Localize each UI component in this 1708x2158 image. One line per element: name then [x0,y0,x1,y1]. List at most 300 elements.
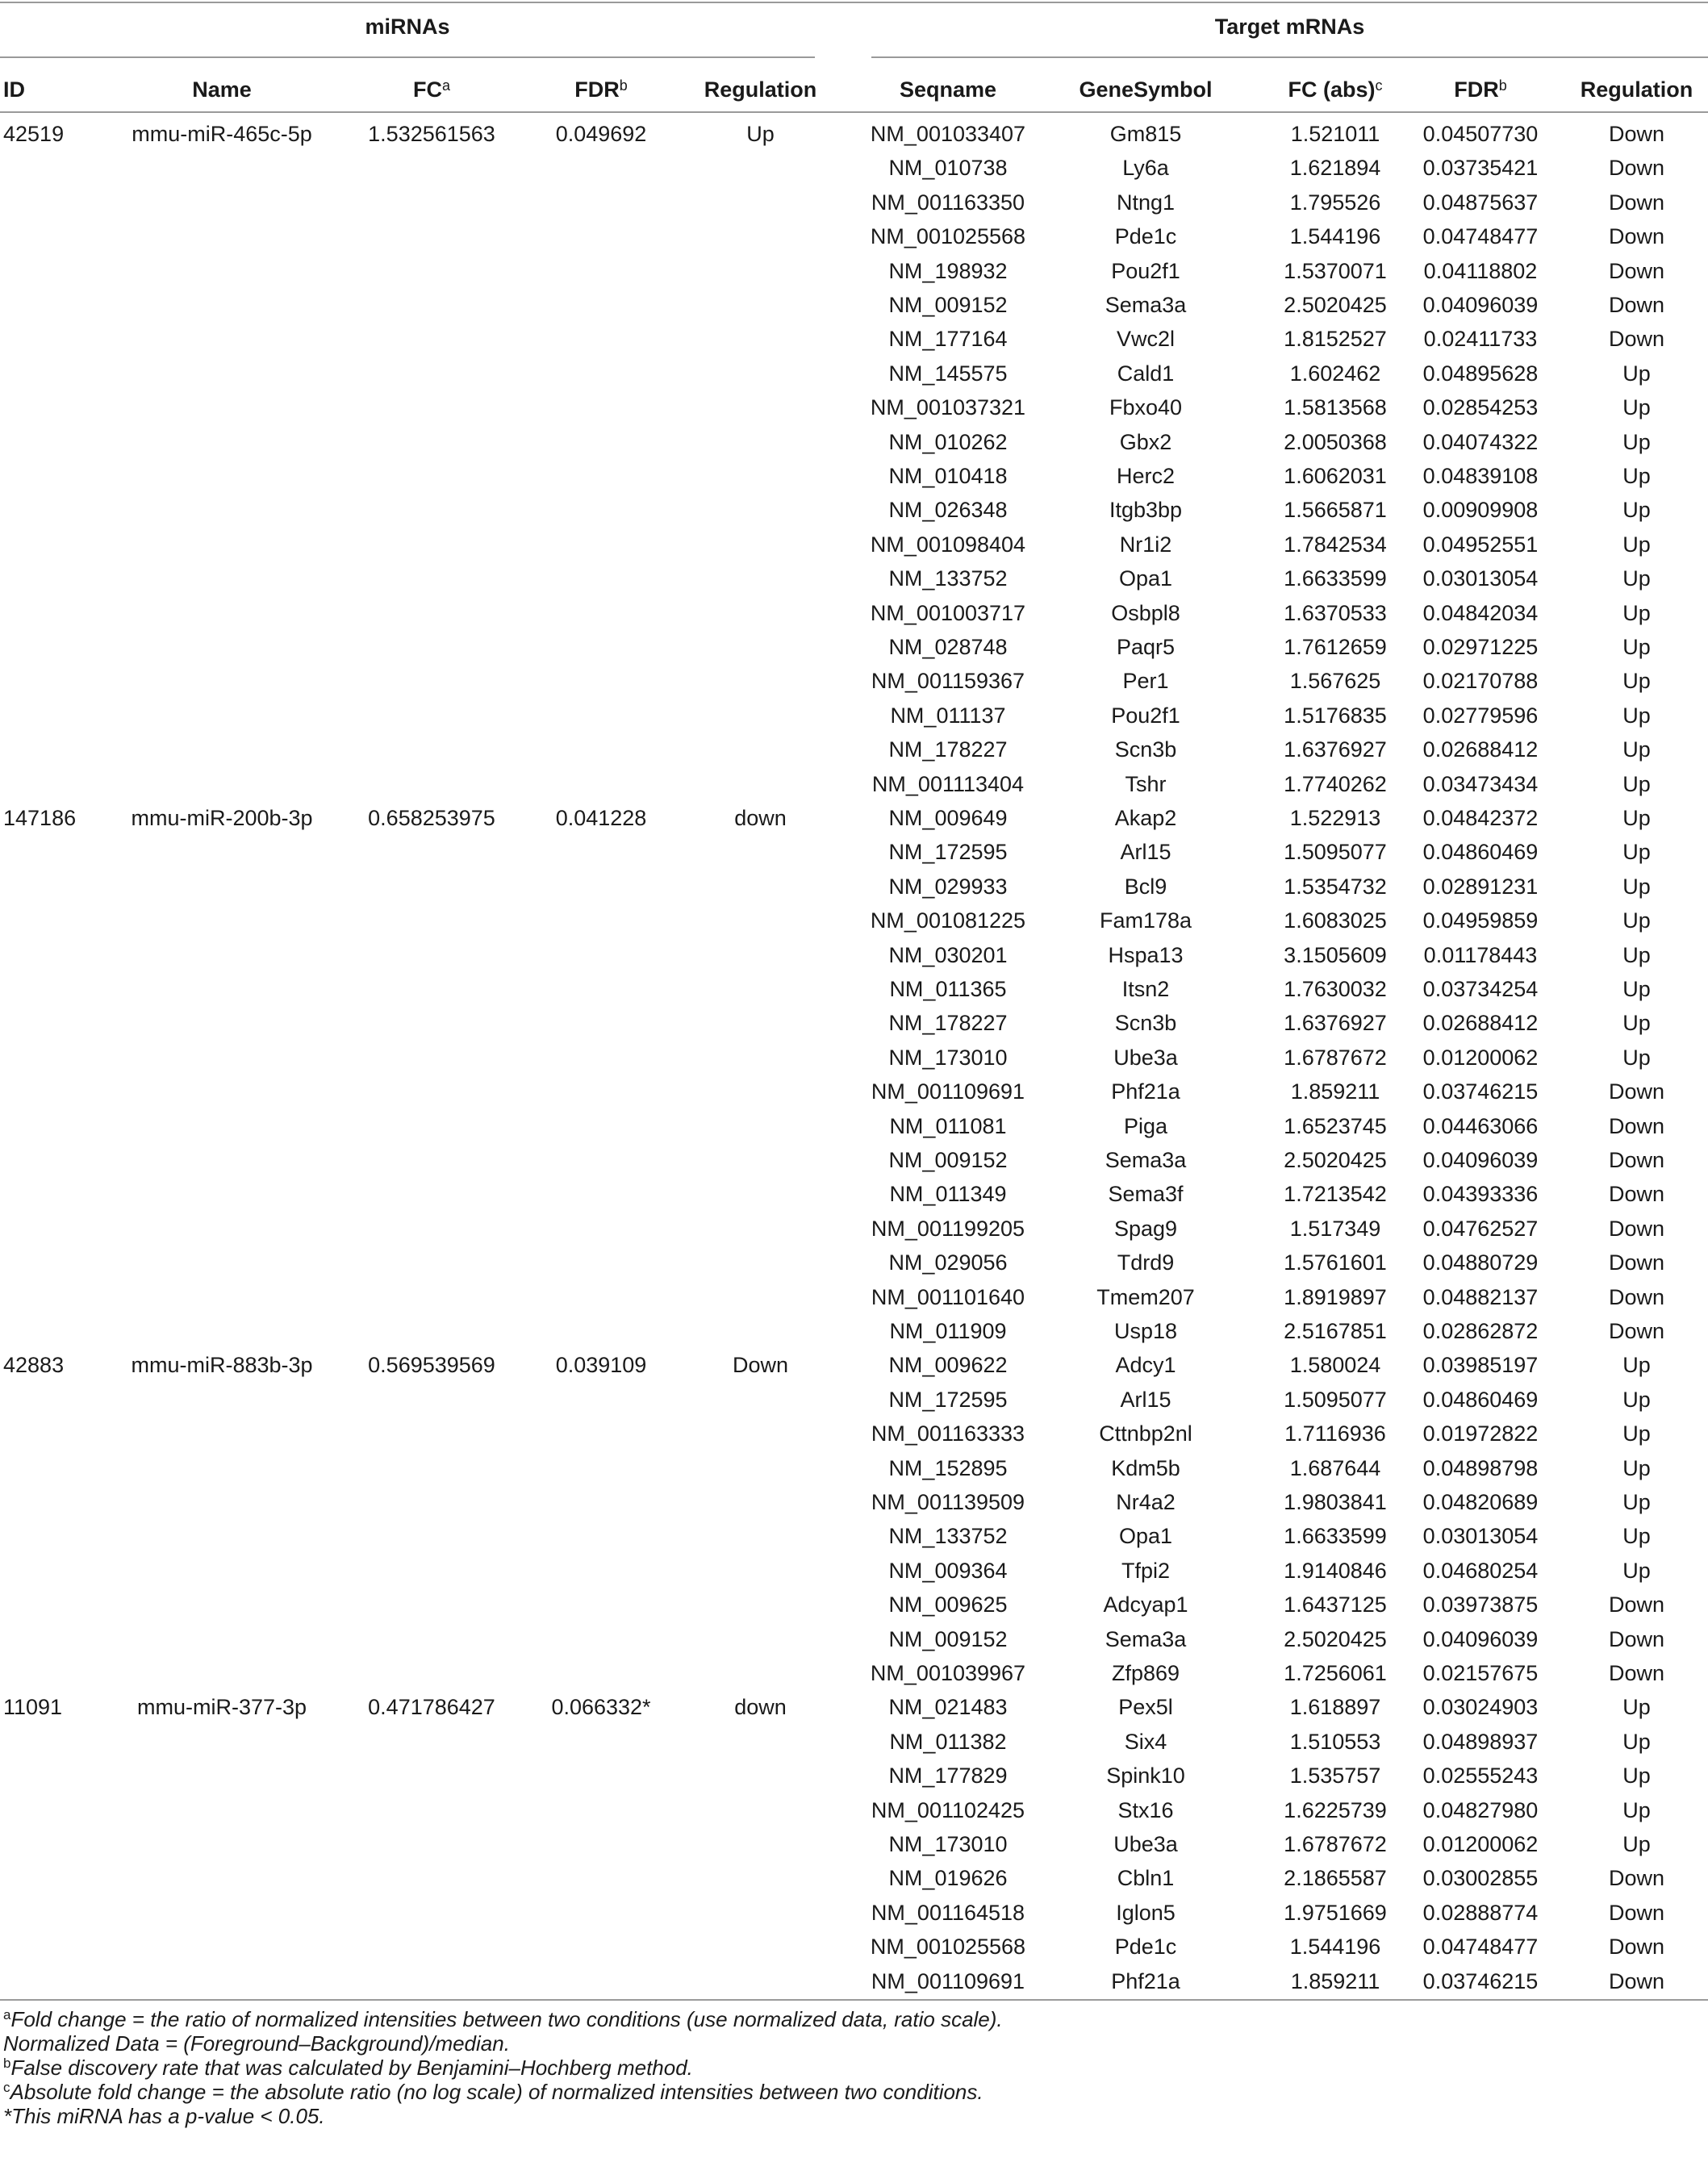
cell-genesymbol: Phf21a [1111,1968,1180,1993]
cell-target-fdr: 0.02170788 [1422,669,1539,694]
cell-genesymbol: Sema3f [1108,1182,1184,1207]
table-row [0,561,1708,595]
cell-target-regulation: Up [1622,361,1651,386]
cell-genesymbol: Fam178a [1099,908,1192,933]
cell-fc-abs: 1.6083025 [1284,908,1387,933]
cell-target-fdr: 0.04882137 [1422,1284,1539,1309]
cell-fc: 1.532561563 [368,122,495,146]
table-row [0,528,1708,561]
cell-seqname: NM_011909 [889,1319,1007,1343]
cell-genesymbol: Cbln1 [1117,1866,1175,1891]
cell-genesymbol: Piga [1123,1113,1168,1138]
cell-seqname: NM_001081225 [870,908,1026,933]
targets-group-rule [871,56,1708,58]
cell-genesymbol: Scn3b [1114,737,1177,762]
table-row [0,1383,1708,1417]
cell-target-regulation: Up [1622,1729,1651,1754]
table-row [0,596,1708,630]
table-row [0,870,1708,904]
cell-target-fdr: 0.04860469 [1422,1387,1539,1412]
cell-seqname: NM_009622 [888,1353,1008,1378]
footnote-b: $^b$False discovery rate that was calculated by Benjamini–Hochberg method. [3,2056,693,2080]
cell-seqname: NM_029056 [888,1250,1008,1275]
cell-seqname: NM_001102425 [871,1797,1025,1822]
cell-target-regulation: Up [1622,1558,1651,1583]
cell-genesymbol: Arl15 [1120,840,1171,865]
cell-target-regulation: Up [1622,429,1651,454]
cell-genesymbol: Sema3a [1105,1626,1187,1651]
cell-seqname: NM_001199205 [871,1216,1025,1241]
table-row [0,1246,1708,1279]
table-row [0,904,1708,937]
cell-fc-abs: 1.7630032 [1284,977,1387,1001]
table-row [0,186,1708,219]
cell-target-fdr: 0.04680254 [1422,1558,1539,1583]
table-row [0,493,1708,527]
cell-target-fdr: 0.03985197 [1422,1353,1539,1378]
cell-target-fdr: 0.02688412 [1422,737,1539,762]
cell-id: 42519 [3,122,65,146]
cell-seqname: NM_145575 [888,361,1008,386]
cell-fc-abs: 1.5176835 [1284,703,1387,728]
cell-fc-abs: 1.5095077 [1284,1387,1387,1412]
cell-genesymbol: Scn3b [1114,1011,1177,1036]
cell-target-fdr: 0.03013054 [1422,1524,1539,1549]
cell-target-fdr: 0.04393336 [1422,1182,1539,1207]
cell-genesymbol: Cald1 [1117,361,1175,386]
cell-seqname: NM_001033407 [870,122,1026,146]
cell-target-fdr: 0.01200062 [1422,1045,1539,1070]
cell-seqname: NM_010262 [888,429,1008,454]
cell-seqname: NM_009152 [888,1626,1008,1651]
table-row [0,1759,1708,1793]
cell-genesymbol: Pou2f1 [1111,703,1180,728]
cell-target-fdr: 0.03013054 [1422,566,1539,591]
cell-target-regulation: Up [1622,908,1651,933]
cell-seqname: NM_030201 [888,942,1008,967]
cell-target-fdr: 0.03002855 [1422,1866,1539,1891]
cell-genesymbol: Cttnbp2nl [1099,1421,1192,1446]
cell-fc-abs: 1.5095077 [1284,840,1387,865]
cell-fdr: 0.066332* [551,1695,651,1720]
cell-target-fdr: 0.02862872 [1422,1319,1539,1343]
cell-seqname: NM_021483 [888,1695,1008,1720]
cell-target-fdr: 0.04880729 [1422,1250,1539,1275]
cell-regulation: down [734,1695,787,1720]
table-row [0,1622,1708,1656]
table-row [0,425,1708,459]
cell-seqname: NM_172595 [888,1387,1008,1412]
cell-fc-abs: 1.618897 [1289,1695,1381,1720]
header-seqname: Seqname [899,77,997,102]
cell-target-fdr: 0.02555243 [1422,1764,1539,1789]
cell-target-fdr: 0.04839108 [1422,464,1539,488]
cell-target-fdr: 0.04959859 [1422,908,1539,933]
header-fc-abs: FC (abs)$^c$ [1288,77,1383,102]
cell-seqname: NM_028748 [888,635,1008,659]
cell-target-regulation: Down [1608,1319,1665,1343]
cell-target-regulation: Down [1608,156,1665,181]
cell-target-regulation: Up [1622,1421,1651,1446]
table-row [0,1348,1708,1382]
cell-target-fdr: 0.02157675 [1422,1661,1539,1685]
cell-genesymbol: Nr4a2 [1116,1490,1176,1514]
cell-seqname: NM_001025568 [870,224,1026,249]
cell-target-regulation: Up [1622,600,1651,625]
cell-seqname: NM_009649 [888,806,1008,830]
cell-fc-abs: 1.6523745 [1284,1113,1387,1138]
table-row [0,1725,1708,1759]
cell-genesymbol: Fbxo40 [1109,395,1183,420]
cell-target-regulation: Up [1622,771,1651,796]
cell-genesymbol: Adcyap1 [1103,1592,1188,1617]
cell-target-regulation: Up [1622,498,1651,523]
table-row [0,664,1708,698]
cell-seqname: NM_001039967 [870,1661,1026,1685]
cell-seqname: NM_173010 [888,1832,1008,1856]
cell-target-regulation: Up [1622,1455,1651,1480]
cell-target-regulation: Up [1622,532,1651,557]
cell-seqname: NM_011382 [889,1729,1007,1754]
cell-fc-abs: 1.859211 [1290,1079,1380,1104]
cell-fc-abs: 1.510553 [1289,1729,1381,1754]
cell-target-regulation: Down [1608,122,1665,146]
cell-seqname: NM_009625 [888,1592,1008,1617]
cell-target-regulation: Down [1608,1148,1665,1172]
cell-genesymbol: Pex5l [1118,1695,1173,1720]
cell-target-fdr: 0.03734254 [1422,977,1539,1001]
cell-genesymbol: Pou2f1 [1111,258,1180,283]
cell-target-regulation: Up [1622,1832,1651,1856]
cell-fc-abs: 2.5167851 [1284,1319,1387,1343]
cell-seqname: NM_001109691 [871,1968,1025,1993]
table-row [0,1793,1708,1827]
cell-fc-abs: 1.7740262 [1284,771,1387,796]
cell-genesymbol: Paqr5 [1116,635,1176,659]
cell-target-regulation: Up [1622,635,1651,659]
cell-target-fdr: 0.04748477 [1422,224,1539,249]
cell-target-fdr: 0.03973875 [1422,1592,1539,1617]
cell-seqname: NM_001113404 [871,771,1025,796]
table-row [0,835,1708,869]
cell-fc-abs: 1.9803841 [1284,1490,1387,1514]
cell-id: 11091 [3,1695,63,1720]
cell-mirna-name: mmu-miR-200b-3p [131,806,313,830]
cell-target-fdr: 0.02779596 [1422,703,1539,728]
table-row [0,1519,1708,1553]
cell-seqname: NM_001163333 [871,1421,1025,1446]
cell-seqname: NM_011349 [889,1182,1007,1207]
cell-seqname: NM_009152 [888,293,1008,317]
cell-fc-abs: 2.1865587 [1284,1866,1387,1891]
cell-target-regulation: Up [1622,703,1651,728]
cell-genesymbol: Six4 [1124,1729,1167,1754]
cell-seqname: NM_177829 [888,1764,1008,1789]
cell-genesymbol: Tshr [1125,771,1167,796]
cell-seqname: NM_133752 [888,1524,1008,1549]
table-row [0,288,1708,322]
cell-target-regulation: Up [1622,737,1651,762]
table-row [0,1690,1708,1724]
cell-target-fdr: 0.04842034 [1422,600,1539,625]
cell-fc-abs: 1.795526 [1289,190,1381,215]
top-rule [0,2,1708,3]
mirnas-group-rule [0,56,815,58]
cell-genesymbol: Zfp869 [1111,1661,1180,1685]
cell-fc-abs: 1.5761601 [1284,1250,1387,1275]
cell-target-regulation: Down [1608,1866,1665,1891]
cell-fc-abs: 1.859211 [1290,1968,1380,1993]
cell-genesymbol: Spink10 [1106,1764,1185,1789]
cell-seqname: NM_001101640 [871,1284,1025,1309]
table-row [0,219,1708,253]
header-name: Name [192,77,252,102]
cell-genesymbol: Opa1 [1118,1524,1173,1549]
cell-fc-abs: 1.621894 [1289,156,1381,181]
cell-target-regulation: Up [1622,1695,1651,1720]
cell-target-fdr: 0.04860469 [1422,840,1539,865]
cell-target-fdr: 0.02971225 [1422,635,1539,659]
cell-target-fdr: 0.01972822 [1422,1421,1539,1446]
cell-fc-abs: 1.567625 [1289,669,1381,694]
footnotes [3,2007,1698,2128]
footnote-c: $^c$Absolute fold change = the absolute ratio (no log scale) of normalized intensities between two conditions. [3,2080,983,2104]
cell-fdr: 0.049692 [555,122,647,146]
table-row [0,1861,1708,1895]
cell-target-fdr: 0.04842372 [1422,806,1539,830]
cell-target-regulation: Up [1622,1764,1651,1789]
cell-seqname: NM_010418 [888,464,1008,488]
cell-fc-abs: 1.6633599 [1284,566,1387,591]
cell-target-regulation: Up [1622,1797,1651,1822]
cell-seqname: NM_001163350 [871,190,1025,215]
table-row [0,699,1708,733]
table-row [0,1964,1708,1998]
table-row [0,1930,1708,1964]
cell-seqname: NM_029933 [888,874,1008,899]
header-regulation: Regulation [704,77,817,102]
cell-target-regulation: Down [1608,1216,1665,1241]
cell-genesymbol: Opa1 [1118,566,1173,591]
cell-fc-abs: 1.6376927 [1284,737,1387,762]
table-row [0,357,1708,390]
header-rule [0,111,1708,113]
cell-target-fdr: 0.02688412 [1422,1011,1539,1036]
table-row [0,254,1708,288]
table-row [0,801,1708,835]
cell-target-regulation: Down [1608,327,1665,352]
table-row [0,1485,1708,1519]
cell-genesymbol: Iglon5 [1116,1900,1176,1925]
cell-target-regulation: Up [1622,977,1651,1001]
table-row [0,630,1708,664]
footnote-normalized: Normalized Data = (Foreground–Background)/median. [3,2031,510,2056]
cell-target-fdr: 0.04762527 [1422,1216,1539,1241]
cell-target-regulation: Down [1608,190,1665,215]
cell-target-fdr: 0.03746215 [1422,1968,1539,1993]
cell-genesymbol: Stx16 [1117,1797,1174,1822]
cell-target-fdr: 0.03735421 [1422,156,1539,181]
cell-genesymbol: Arl15 [1120,1387,1171,1412]
cell-fc-abs: 1.687644 [1289,1455,1381,1480]
cell-target-fdr: 0.02891231 [1422,874,1539,899]
cell-fc-abs: 1.5370071 [1284,258,1387,283]
cell-genesymbol: Adcy1 [1115,1353,1176,1378]
cell-genesymbol: Phf21a [1111,1079,1180,1104]
cell-target-fdr: 0.04827980 [1422,1797,1539,1822]
cell-seqname: NM_001037321 [870,395,1026,420]
cell-fc: 0.569539569 [368,1353,495,1378]
cell-target-regulation: Down [1608,293,1665,317]
cell-target-regulation: Up [1622,806,1651,830]
cell-seqname: NM_178227 [888,1011,1008,1036]
table-row [0,322,1708,356]
table-row [0,1041,1708,1075]
cell-fc: 0.658253975 [368,806,495,830]
cell-genesymbol: Vwc2l [1116,327,1176,352]
cell-genesymbol: Hspa13 [1108,942,1184,967]
cell-target-regulation: Up [1622,464,1651,488]
cell-fc-abs: 3.1505609 [1284,942,1387,967]
table-row [0,733,1708,766]
cell-fc-abs: 1.6370533 [1284,600,1387,625]
cell-fc-abs: 1.602462 [1289,361,1381,386]
table-row [0,1212,1708,1246]
cell-target-fdr: 0.01178443 [1423,942,1538,967]
cell-fc-abs: 1.5665871 [1284,498,1387,523]
cell-target-fdr: 0.04875637 [1422,190,1539,215]
cell-fc-abs: 1.7842534 [1284,532,1387,557]
cell-seqname: NM_011137 [890,703,1006,728]
cell-target-regulation: Down [1608,258,1665,283]
group-title-target-mrnas: Target mRNAs [1214,15,1365,39]
cell-target-fdr: 0.02854253 [1422,395,1539,420]
cell-target-regulation: Down [1608,1935,1665,1960]
cell-genesymbol: Pde1c [1114,224,1177,249]
cell-regulation: Up [746,122,775,146]
cell-target-regulation: Up [1622,1045,1651,1070]
header-target-regulation: Regulation [1580,77,1693,102]
cell-target-fdr: 0.03024903 [1422,1695,1539,1720]
bottom-rule [0,1999,1708,2001]
cell-seqname: NM_009364 [888,1558,1008,1583]
cell-seqname: NM_001109691 [871,1079,1025,1104]
table-row [0,390,1708,424]
cell-target-fdr: 0.04895628 [1422,361,1539,386]
table-row [0,972,1708,1006]
table-row [0,1827,1708,1861]
group-title-mirnas: miRNAs [365,15,450,39]
cell-genesymbol: Herc2 [1116,464,1176,488]
header-fc: $FC^a$ [412,77,450,102]
cell-seqname: NM_133752 [888,566,1008,591]
cell-target-fdr: 0.03746215 [1422,1079,1539,1104]
footnote-star: *This miRNA has a p-value < 0.05. [3,2104,325,2128]
cell-genesymbol: Spag9 [1113,1216,1178,1241]
cell-seqname: NM_152895 [888,1455,1008,1480]
cell-target-fdr: 0.03473434 [1422,771,1539,796]
cell-fc-abs: 1.6062031 [1284,464,1387,488]
cell-seqname: NM_001098404 [870,532,1026,557]
cell-target-regulation: Down [1608,224,1665,249]
cell-fdr: 0.041228 [555,806,647,830]
cell-seqname: NM_173010 [888,1045,1008,1070]
table-row [0,1588,1708,1622]
cell-mirna-name: mmu-miR-465c-5p [132,122,312,146]
cell-fc-abs: 2.5020425 [1284,1626,1387,1651]
cell-seqname: NM_172595 [888,840,1008,865]
cell-seqname: NM_026348 [888,498,1008,523]
cell-seqname: NM_011365 [889,977,1007,1001]
cell-target-fdr: 0.04748477 [1422,1935,1539,1960]
cell-target-fdr: 0.04096039 [1422,293,1539,317]
cell-fc-abs: 1.535757 [1289,1764,1381,1789]
footnote-a: $^a$Fold change = the ratio of normalized intensities between two conditions (use normalized data, ratio scale). [3,2007,1003,2031]
cell-target-regulation: Down [1608,1661,1665,1685]
table-row [0,1075,1708,1108]
cell-genesymbol: Itgb3bp [1109,498,1183,523]
cell-fc-abs: 1.7612659 [1284,635,1387,659]
cell-seqname: NM_009152 [888,1148,1008,1172]
cell-target-regulation: Up [1622,942,1651,967]
cell-genesymbol: Tmem207 [1096,1284,1195,1309]
table-row [0,1006,1708,1040]
cell-genesymbol: Bcl9 [1124,874,1167,899]
cell-fc-abs: 1.521011 [1290,122,1380,146]
cell-seqname: NM_001139509 [871,1490,1025,1514]
cell-target-fdr: 0.04074322 [1422,429,1539,454]
cell-target-regulation: Up [1622,669,1651,694]
cell-fc-abs: 1.6376927 [1284,1011,1387,1036]
header-genesymbol: GeneSymbol [1079,77,1213,102]
cell-seqname: NM_198932 [888,258,1008,283]
cell-genesymbol: Nr1i2 [1119,532,1172,557]
cell-genesymbol: Sema3a [1105,1148,1187,1172]
cell-target-regulation: Down [1608,1592,1665,1617]
cell-fc-abs: 1.5813568 [1284,395,1387,420]
cell-genesymbol: Tdrd9 [1117,1250,1175,1275]
cell-genesymbol: Sema3a [1105,293,1187,317]
table-row [0,459,1708,493]
cell-seqname: NM_001003717 [870,600,1026,625]
cell-fc-abs: 1.517349 [1289,1216,1381,1241]
cell-target-regulation: Down [1608,1079,1665,1104]
cell-genesymbol: Usp18 [1113,1319,1178,1343]
cell-target-regulation: Up [1622,395,1651,420]
cell-id: 147186 [3,806,77,830]
cell-fc-abs: 1.8919897 [1284,1284,1387,1309]
cell-genesymbol: Per1 [1122,669,1169,694]
cell-regulation: down [734,806,787,830]
cell-genesymbol: Ube3a [1113,1832,1178,1856]
cell-fc-abs: 1.7213542 [1284,1182,1387,1207]
cell-seqname: NM_001164518 [871,1900,1025,1925]
cell-genesymbol: Gm815 [1109,122,1182,146]
cell-genesymbol: Osbpl8 [1111,600,1180,625]
cell-genesymbol: Ntng1 [1116,190,1176,215]
cell-fc-abs: 1.580024 [1289,1353,1381,1378]
cell-target-fdr: 0.04118802 [1423,258,1538,283]
cell-fc-abs: 1.9140846 [1284,1558,1387,1583]
cell-fc-abs: 1.544196 [1289,1935,1381,1960]
table-row [0,1656,1708,1690]
table-row [0,151,1708,185]
table-row [0,938,1708,972]
cell-genesymbol: Kdm5b [1111,1455,1180,1480]
cell-fc-abs: 1.522913 [1289,806,1381,830]
cell-target-regulation: Down [1608,1284,1665,1309]
cell-target-fdr: 0.04898798 [1422,1455,1539,1480]
